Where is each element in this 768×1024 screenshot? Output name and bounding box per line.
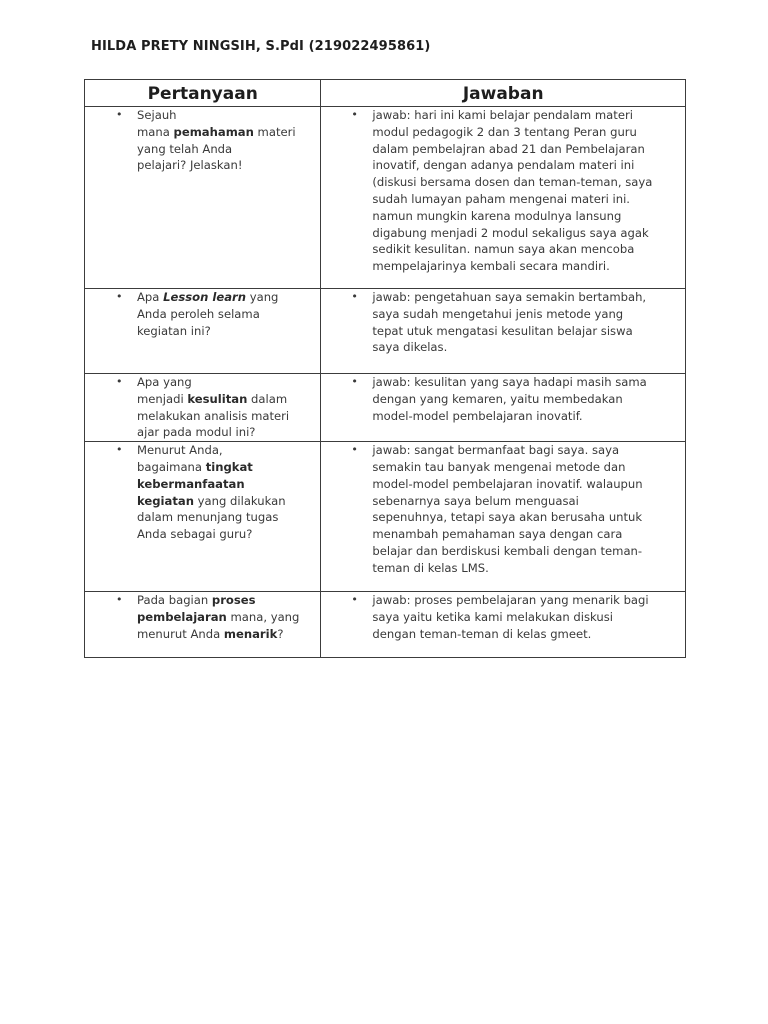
bullet-icon: • <box>116 290 123 303</box>
answer-line: semakin tau banyak mengenai metode dan <box>372 459 626 474</box>
question-line: bagaimana tingkat <box>137 459 253 474</box>
answer-line: sedikit kesulitan. namun saya akan mencoba <box>372 242 635 257</box>
answer-line: mempelajarinya kembali secara mandiri. <box>372 259 610 274</box>
table-row <box>85 289 686 374</box>
emphasis-text: kesulitan <box>187 391 248 406</box>
question-line: ajar pada modul ini? <box>137 425 256 440</box>
bullet-icon: • <box>351 593 358 607</box>
answer-cell <box>321 289 686 374</box>
answer-line: (diskusi bersama dosen dan teman-teman, saya <box>372 175 653 190</box>
emphasis-text: kebermanfaatan <box>137 476 245 491</box>
answer-line: sudah lumayan paham mengenai materi ini. <box>372 191 630 206</box>
question-line: Pada bagian proses <box>137 593 256 608</box>
answer-line: dengan yang kemaren, yaitu membedakan <box>372 391 623 406</box>
answer-line: model-model pembelajaran inovatif. walaupun <box>372 476 643 491</box>
question-line: Apa yang <box>137 375 192 389</box>
answer-cell <box>321 592 686 658</box>
question-cell <box>85 107 321 289</box>
answer-line: belajar dan berdiskusi kembali dengan teman- <box>372 543 643 558</box>
answer-line: jawab: kesulitan yang saya hadapi masih sama <box>372 375 647 389</box>
table-header-row <box>85 80 686 107</box>
answer-line: sebenarnya saya belum menguasai <box>372 493 579 508</box>
question-line: Anda sebagai guru? <box>137 527 253 542</box>
header-answer: Jawaban <box>321 80 686 107</box>
table-row <box>85 592 686 658</box>
answer-line: model-model pembelajaran inovatif. <box>372 408 583 423</box>
header-question: Pertanyaan <box>85 80 321 107</box>
qa-table <box>84 79 686 658</box>
bullet-icon: • <box>116 108 123 121</box>
emphasis-text: pembelajaran <box>137 609 227 624</box>
question-line: Apa Lesson learn yang <box>137 290 279 304</box>
question-line: kegiatan yang dilakukan <box>137 493 286 508</box>
question-line: kegiatan ini? <box>137 323 211 338</box>
answer-line: teman di kelas LMS. <box>372 560 489 575</box>
bullet-icon: • <box>351 108 358 121</box>
answer-line: sepenuhnya, tetapi saya akan berusaha untuk <box>372 510 643 525</box>
answer-line: modul pedagogik 2 dan 3 tentang Peran guru <box>372 124 637 139</box>
answer-line: saya sudah mengetahui jenis metode yang <box>372 306 624 321</box>
answer-line: menambah pemahaman saya dengan cara <box>372 527 623 542</box>
question-cell <box>85 289 321 374</box>
question-line: Anda peroleh selama <box>137 306 260 321</box>
answer-line: jawab: sangat bermanfaat bagi saya. saya <box>372 443 620 458</box>
question-cell <box>85 592 321 658</box>
table-row <box>85 442 686 592</box>
question-cell <box>85 374 321 442</box>
question-cell <box>85 442 321 592</box>
bullet-icon: • <box>116 375 123 388</box>
bullet-icon: • <box>351 290 358 303</box>
table-row <box>85 107 686 289</box>
question-line: pelajari? Jelaskan! <box>137 158 243 173</box>
question-line: dalam menunjang tugas <box>137 510 279 525</box>
answer-line: dengan teman-teman di kelas gmeet. <box>372 626 592 641</box>
emphasis-text: kegiatan <box>137 493 194 508</box>
question-line: pembelajaran mana, yang <box>137 609 300 624</box>
answer-cell <box>321 374 686 442</box>
emphasis-text: tingkat <box>205 459 253 474</box>
answer-line: inovatif, dengan adanya pendalam materi ini <box>372 158 635 173</box>
answer-line: digabung menjadi 2 modul sekaligus saya agak <box>372 225 649 240</box>
author-name: HILDA PRETY NINGSIH, S.PdI (219022495861) <box>91 39 431 54</box>
emphasis-text: menarik <box>223 626 278 641</box>
answer-line: jawab: pengetahuan saya semakin bertambah, <box>372 290 647 304</box>
question-line: Menurut Anda, <box>137 443 223 458</box>
answer-line: namun mungkin karena modulnya lansung <box>372 208 622 223</box>
bullet-icon: • <box>351 375 358 388</box>
emphasis-text: Lesson learn <box>163 290 247 304</box>
question-line: yang telah Anda <box>137 141 233 156</box>
answer-cell <box>321 442 686 592</box>
question-line: menurut Anda menarik? <box>137 626 284 641</box>
table-row <box>85 374 686 442</box>
question-line: melakukan analisis materi <box>137 408 290 423</box>
question-line: menjadi kesulitan dalam <box>137 391 288 406</box>
answer-line: dalam pembelajran abad 21 dan Pembelajaran <box>372 141 645 156</box>
emphasis-text: proses <box>211 593 256 608</box>
question-line: mana pemahaman materi <box>137 124 296 139</box>
emphasis-text: pemahaman <box>173 124 254 139</box>
bullet-icon: • <box>351 443 358 457</box>
answer-line: jawab: proses pembelajaran yang menarik bagi <box>372 593 649 608</box>
answer-line: tepat utuk mengatasi kesulitan belajar siswa <box>372 323 633 338</box>
answer-cell <box>321 107 686 289</box>
bullet-icon: • <box>116 443 123 457</box>
answer-line: jawab: hari ini kami belajar pendalam materi <box>372 108 633 122</box>
question-line: Sejauh <box>137 108 177 122</box>
answer-line: saya dikelas. <box>372 340 448 355</box>
answer-line: saya yaitu ketika kami melakukan diskusi <box>372 609 613 624</box>
bullet-icon: • <box>116 593 123 607</box>
